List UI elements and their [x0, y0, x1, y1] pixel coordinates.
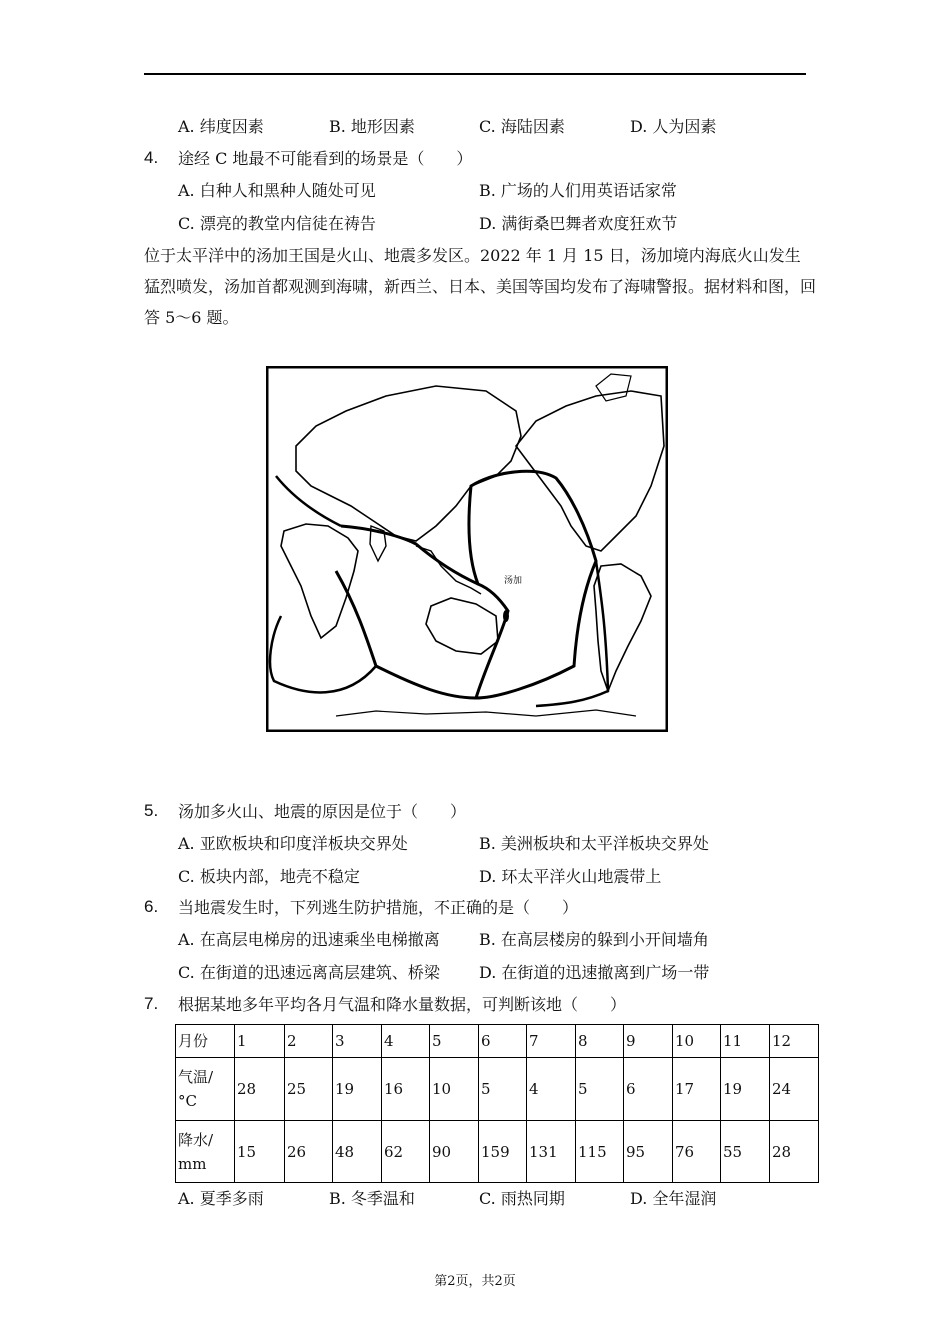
month-cell: 7: [527, 1025, 576, 1058]
rain-cell: 55: [721, 1121, 770, 1183]
temp-cell: 24: [770, 1058, 819, 1121]
q5-option-b: B. 美洲板块和太平洋板块交界处: [479, 834, 709, 853]
rain-cell: 15: [235, 1121, 285, 1183]
page-footer: 第2页，共2页: [434, 1274, 516, 1289]
q5-option-c: C. 板块内部，地壳不稳定: [178, 867, 360, 886]
q3-option-a: A. 纬度因素: [178, 117, 264, 136]
header-temperature: 气温/ °C: [176, 1058, 235, 1121]
temp-cell: 19: [333, 1058, 382, 1121]
q6-number: 6.: [144, 897, 159, 916]
temp-cell: 17: [673, 1058, 721, 1121]
q3-option-c: C. 海陆因素: [479, 117, 565, 136]
temp-cell: 5: [576, 1058, 624, 1121]
temp-cell: 16: [382, 1058, 430, 1121]
material-paragraph: 位于太平洋中的汤加王国是火山、地震多发区。2022 年 1 月 15 日，汤加境内海底火山发生猛烈喷发，汤加首都观测到海啸，新西兰、日本、美国等国均发布了海啸警报。据材料和图，回答 5～6 题。: [144, 246, 817, 327]
q4-number: 4.: [144, 148, 159, 167]
q4-option-a: A. 白种人和黑种人随处可见: [178, 181, 376, 200]
month-cell: 2: [285, 1025, 333, 1058]
q5-option-a: A. 亚欧板块和印度洋板块交界处: [178, 834, 408, 853]
q7-option-b: B. 冬季温和: [329, 1189, 415, 1208]
table-row-precipitation: [176, 1121, 819, 1183]
header-precipitation: 降水/ mm: [176, 1121, 235, 1183]
q5-number: 5.: [144, 801, 159, 820]
temp-cell: 19: [721, 1058, 770, 1121]
map-label-tonga: 汤加: [504, 576, 523, 586]
q7-number: 7.: [144, 994, 159, 1013]
q7-option-c: C. 雨热同期: [479, 1189, 565, 1208]
rain-cell: 159: [479, 1121, 527, 1183]
temp-cell: 25: [285, 1058, 333, 1121]
q6-option-c: C. 在街道的迅速远离高层建筑、桥梁: [178, 963, 440, 982]
q5-option-d: D. 环太平洋火山地震带上: [479, 867, 662, 886]
q4-stem: 途经 C 地最不可能看到的场景是（ ）: [178, 149, 473, 168]
q3-option-d: D. 人为因素: [630, 117, 717, 136]
month-cell: 4: [382, 1025, 430, 1058]
rain-cell: 95: [624, 1121, 673, 1183]
month-cell: 10: [673, 1025, 721, 1058]
q6-option-b: B. 在高层楼房的躲到小开间墙角: [479, 930, 709, 949]
temp-cell: 6: [624, 1058, 673, 1121]
q7-option-a: A. 夏季多雨: [178, 1189, 264, 1208]
q3-option-b: B. 地形因素: [329, 117, 415, 136]
temp-cell: 28: [235, 1058, 285, 1121]
q4-option-b: B. 广场的人们用英语话家常: [479, 181, 677, 200]
table-row-temperature: [176, 1058, 819, 1121]
temp-cell: 4: [527, 1058, 576, 1121]
month-cell: 3: [333, 1025, 382, 1058]
q4-option-d: D. 满街桑巴舞者欢度狂欢节: [479, 214, 678, 233]
q7-option-d: D. 全年湿润: [630, 1189, 717, 1208]
q4-option-c: C. 漂亮的教堂内信徒在祷告: [178, 214, 376, 233]
q6-option-a: A. 在高层电梯房的迅速乘坐电梯撤离: [178, 930, 440, 949]
rain-cell: 48: [333, 1121, 382, 1183]
q6-option-d: D. 在街道的迅速撤离到广场一带: [479, 963, 710, 982]
rain-cell: 62: [382, 1121, 430, 1183]
month-cell: 5: [430, 1025, 479, 1058]
tonga-marker: [503, 610, 509, 622]
q5-stem: 汤加多火山、地震的原因是位于（ ）: [178, 802, 467, 821]
header-rule: [144, 73, 806, 75]
temp-cell: 5: [479, 1058, 527, 1121]
rain-cell: 131: [527, 1121, 576, 1183]
rain-cell: 26: [285, 1121, 333, 1183]
month-cell: 1: [235, 1025, 285, 1058]
rain-cell: 76: [673, 1121, 721, 1183]
month-cell: 6: [479, 1025, 527, 1058]
world-plate-map: [266, 366, 668, 732]
q7-stem: 根据某地多年平均各月气温和降水量数据，可判断该地（ ）: [178, 995, 627, 1014]
table-row-month: [176, 1025, 819, 1058]
climate-data-table: [175, 1024, 819, 1183]
q6-stem: 当地震发生时，下列逃生防护措施，不正确的是（ ）: [178, 898, 579, 917]
rain-cell: 115: [576, 1121, 624, 1183]
month-cell: 11: [721, 1025, 770, 1058]
rain-cell: 90: [430, 1121, 479, 1183]
header-month: 月份: [176, 1025, 235, 1058]
temp-cell: 10: [430, 1058, 479, 1121]
month-cell: 9: [624, 1025, 673, 1058]
rain-cell: 28: [770, 1121, 819, 1183]
month-cell: 8: [576, 1025, 624, 1058]
month-cell: 12: [770, 1025, 819, 1058]
